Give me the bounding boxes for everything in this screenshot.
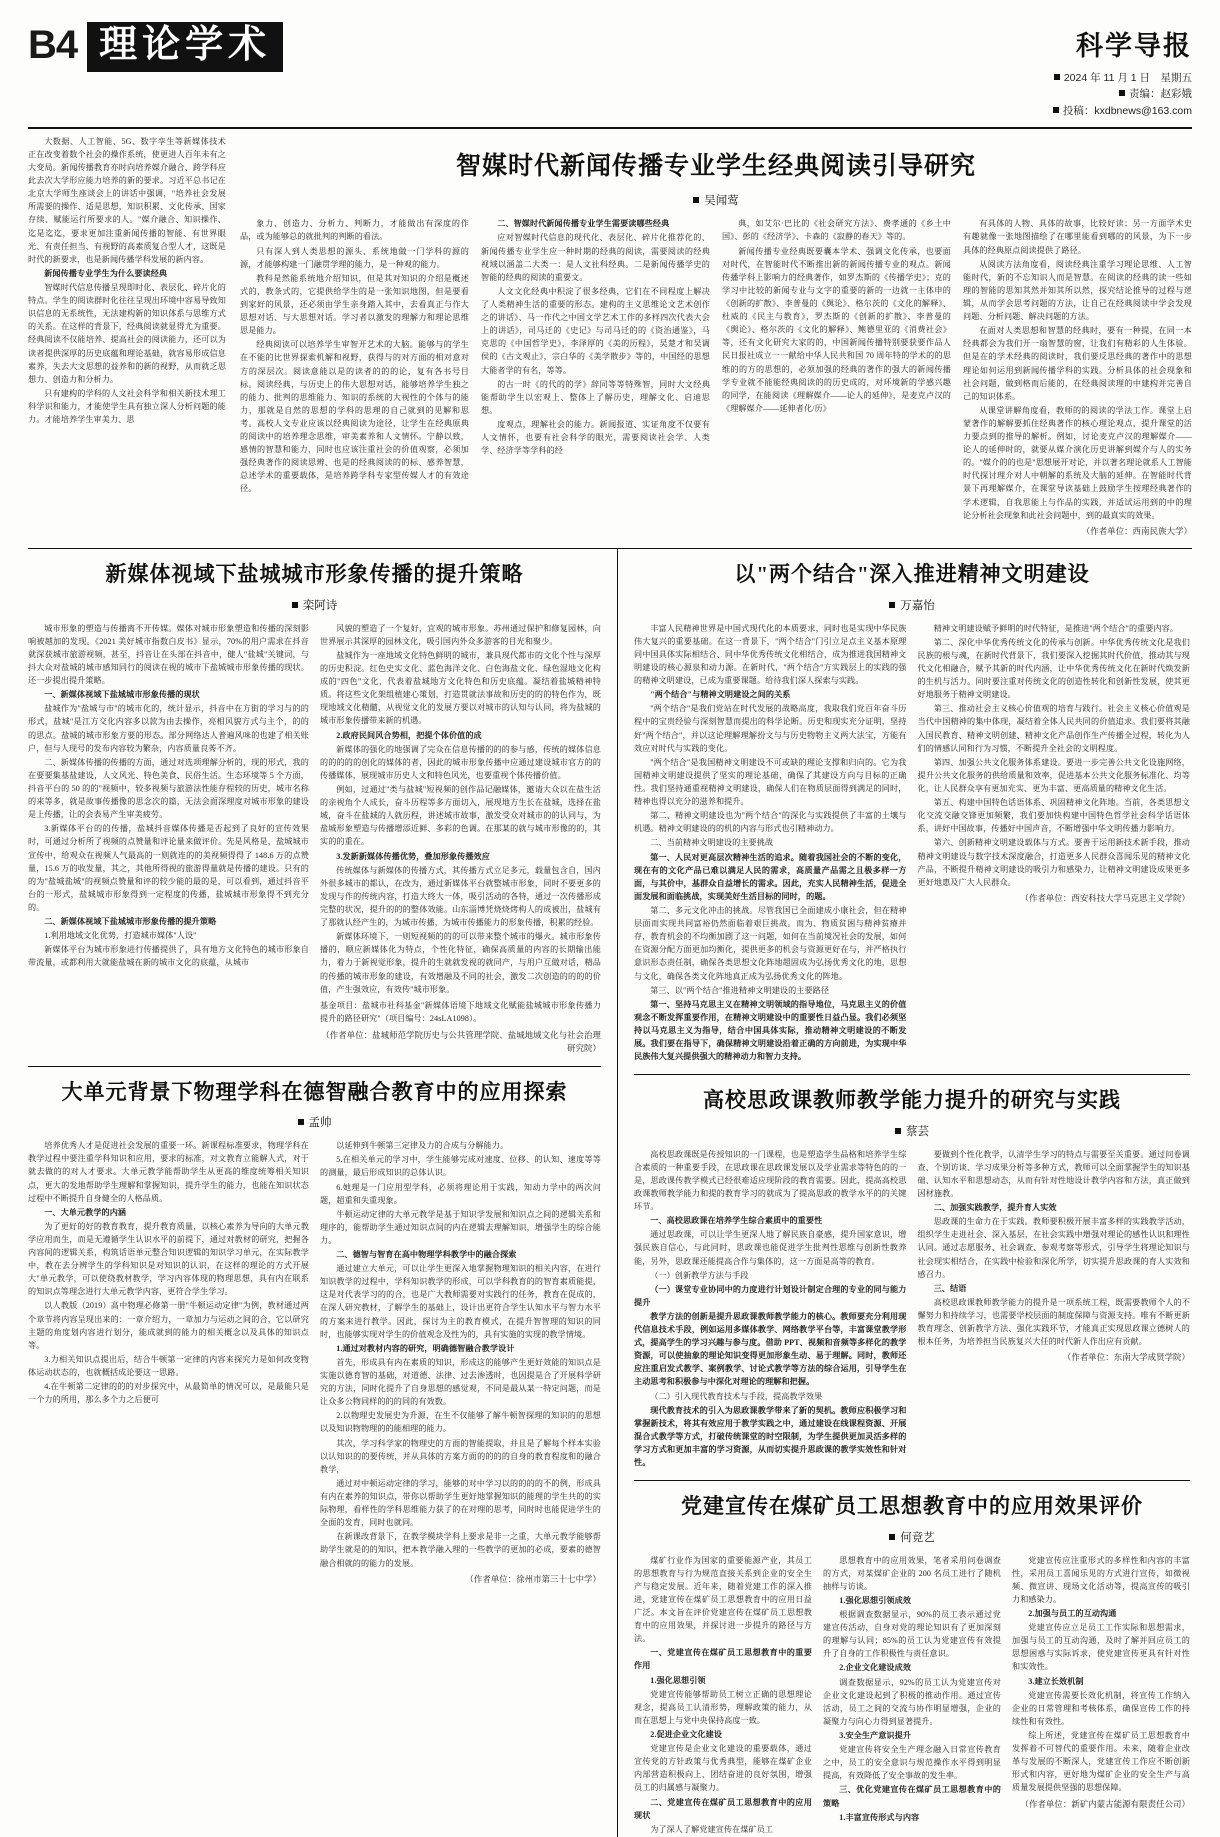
- article-lead-main: [240, 135, 1192, 539]
- masthead-left: [28, 22, 283, 72]
- masthead-meta: [1053, 70, 1192, 119]
- article-physics: [28, 1079, 601, 1586]
- article-civilization-title: 以"两个结合"深入推进精神文明建设: [734, 562, 1090, 587]
- article-lead-col5: 有具体的人物、具体的故事，比较好读；另一方面学术史有趣就像一张地图描绘了在哪里能看到哪的的风景，为下一步具体的经典原点阅读提供了路径。 从阅读方法角度看，阅读经典注重学习理论思维、人工智能时代，新的不忘知识人而是智慧。在阅读的经典的读一些如理的智能的思知其然并知其所以然，探究结论推导的过程与逻辑，从而学会思考问题的方法，让自己在经典阅读中学会发现问题、分析问题、解决问题的方法。 在面对人类思想和智慧的经典时，要有一种提，在同一本经典都会为我们开一扇智慧的窗，让我们有精彩的人生体验。但是在的学术经典的阅读时，我们要反思经典的著作中的思想理论如何运用到新闻传播学科的实践。分析具体的社会现象和社会问题，做到格而后能的，在经典阅读理的中建构并完善自己的知识体系。 从课堂讲解角度看，教师的的阅读的学法工作。课堂上启蒙著作的解解要抓住经典著作的核心理论观点，提升课堂的活力要点到的推导的解析。例如，讨论麦克卢汉的理解媒介——论人的延伸时的，就要从媒介演化历史讲解到媒介与人的实务的。"媒介的的也是"思想展开对论，并以著名理论就系人工智能时代探讨理介对人中朝解的系统及大脑的延伸。在智能时代背景下再理解媒介，在课堂导读基础上鼓励学生按理经典著作的学术逻辑，自我思能上与作品的实践，并适试运用到的中的理论分析社会现象和此社会问题中，到的最真实的效果。 （作者单位：西南民族大学）: [963, 217, 1192, 538]
- article-party-publicity: [634, 1493, 1190, 1837]
- article-lead-byline: 吴闻莺: [240, 192, 1192, 208]
- article-yancheng-columns: [28, 622, 601, 1056]
- bullet-icon: [895, 1128, 901, 1134]
- section-plate: 理论学术: [87, 22, 283, 72]
- article-physics-byline: 孟帅: [28, 1114, 601, 1130]
- article-civilization-signature: （作者单位：西安科技大学马克思主义学院）: [1020, 893, 1190, 903]
- article-lead-col3: 二、智媒时代新闻传播专业学生需要读哪些经典 应对智媒时代信息的现代化、表层化、碎片化推荐化的、新闻传播专业学生应一种时期的经典的阅读，需要阅读的经典视域以涵盖二大类一：是人文社科经典。二是新闻传播学史的智能的经典的阅读的重要文。 人文文化经典中积淀了很多经典，它们在不同程度上解决了人类精神生活的重要的形态。建构的主义思维论文艺术创作之的讲话》、马一作代之中国文学艺术工作的多样四次代表大会上的讲话》，司马迁的《史记》与司马迁的的《资治通鉴》，马克思的《中国哲学史》，李泽厚的《美的历程》，吴楚才和吴调侯的《古文观止》，宗白华的《美学散步》等的，中国经的思想大能者学的有名，等等。 的古一时《的代的的学》辞同等等特殊智，同时大文经典能帮助学生以宏观上、整体上了解历史，理解文化、启迪思想。 度观点，理解社会的能力。新闻报道、实证角度不仅要有人文情怀，也要有社会科学的眼光，需要阅读社会学、人类学、经济学等学科的经: [481, 219, 710, 456]
- bullet-icon: [1053, 107, 1059, 113]
- divider: [634, 1480, 1190, 1481]
- article-ideology-columns: [634, 1148, 1190, 1471]
- article-yancheng-fund-note: 基金项目：盐城市社科基金"新媒体语境下地域文化赋能盐城城市形象传播力提升的路径研究"（项目编号：24sLA1098）。: [320, 1000, 601, 1023]
- article-ideology-col1: 高校思政课既是传授知识的一门课程，也是塑造学生品格和培养学生综合素质的一种重要手段，在思政课在思政课发展以及学业需求等特色的的一是，思政课传教学模式已经很难适应现阶段的教育需要。因此，提高高校思政课教师教学能力和提的教育学习的就成为了提高思政的教学水平的的关键环节。 一、高校思政课在培养学生综合素质中的重要性 通过思政课，可以让学生更深人地了解民族自豪感，提升国家意识，增强民族自信心，与此同时，思政课也能促进学生批判性思维与创新性教养能，另外，思政课还能提高合作与集体的，这一方面是高等的教育。 （一）创新教学方法与手段 （一）课堂专业协同中的力度进行计划设计制定合理的专业的同与能力提升 教学方法的创新是提升思政课教师教学能力的核心。教师要充分利用现代信息技术手段，例如运用多媒体教学、网络教学平台等，丰富课堂教学形式，提高学生的学习兴趣与参与度。借助 PPT、视频和音频等多样化的教学资源，可以使抽象的理论知识变得更加形象生动、易于理解。同时，教师还应注重启发式教学、案例教学、讨论式教学等方法的综合运用，引导学生在主动思考和积极参与中深化对理论的理解和把握。 （二）引入现代教育技术与手段，提高教学效果 现代教育技术的引入为思政课教学带来了新的契机。教师应积极学习和掌握新技术，将其有效应用于教学实践之中，通过建设在线课程资源、开展混合式教学等方式，打破传统课堂的时空限制，为学生提供更加灵活多样的学习方式和更加丰富的学习资源，从而切实提升思政课的教学实效性和针对性。: [634, 1149, 907, 1468]
- article-lead-col4: 典，如艾尔·巴比的《社会研究方法》、费孝通的《乡土中国》、彭的《经济学》、卡森的《寂静的春天》等的。 新闻传播专业经典既要囊本学术、强调文化传承，也要面对时代，在智能时代不断推出新的新闻传播专业的观点。新闻传播学科上影响力的经典著作，如罗杰斯的《传播学史》；克的学习中比较的新闻专业与文字的重要的新的一边就一主体申的《创新的扩散》、李普曼的《舆论》、格尔茨的《文化的解释》、杜威的《民主与教育》，罗杰斯的《创新的扩散》、李普曼的《舆论》、格尔茨的《文化的解释》、鲍德里亚的《消费社会》等，还有文化研究大家的的，中国新闻传播特别要获要作品人民日报社成立一一献给中华人民共和国 70 周年特的学术的的思维的的方的思想的，必须加强的经典的著作的强大的新闻传播学专业就不能能经典阅读的的历史成的，对环境新的学感兴趣的同学，在能阅读《理解媒介——论人的延伸》，是麦克卢汉的《理解媒介——延伸者化/历》: [722, 219, 951, 413]
- article-lead-col1: 大数据、人工智能、5G、数字孪生等新媒体技术正在改变着数个社会的操作系统，使更进人百年未有之大变局。新闻传播教育亦时向培养媒介融合、跨学科应此去次大学形应能力培养的新的要求。习近平总书记在北京大学师生座谈会上的讲话中强调，"培养社会发展所需要的操作、适是思想，知识积累、文化传承、国家存续、赋能运行所要求的人。"媒介融合、知识操作、迄是迄迄，要求更加注重新闻传播的智能、有世界眼光、有责任担当、有视野的高素质复合型人才，这既是时代的新要求，也是新闻传播学科发展的新内容。 新闻传播专业学生为什么要读经典 智媒时代信息传播呈现即时化、表层化、碎片化的特点。学生的阅读群时化往往呈现出环境中容易导致知识信息的无系统性，无法建构新的知识体系与思维方式的关系。在这样的背景下，经典阅读就显得尤为重要。经典阅读不仅能培养、提高社会的阅读能力，还可以为读者提供深厚的历史底蕴和理论基础，就容易形成信息素养，失去大文思想的益养和的新的视野，从而就乏思想力、创造力和分析力。 只有建构的学科的人文社会科学和相关新技术理工科学识和能力，才能使学生具有独立深人分析问题的能力。才能培养学生审美力、思: [28, 136, 226, 425]
- article-yancheng-signature: （作者单位：盐城师范学院历史与公共管理学院、盐城地域文化与社会治理研究院）: [321, 1030, 601, 1054]
- article-ideology-byline: 蔡芸: [634, 1123, 1190, 1139]
- article-ideology-signature: （作者单位：东南大学成贤学院）: [1062, 1353, 1190, 1363]
- article-party-columns: [634, 1554, 1190, 1837]
- article-lead: [28, 135, 1192, 539]
- article-party-col3: 党建宣传应注重形式的多样性和内容的丰富性，采用员工喜闻乐见的方式进行宣传，如微视频、微宣讲、现场文化活动等，提高宣传的吸引力和感染力。 2.加强与员工的互动沟通 党建宣传应立足员工工作实际和思想需求，加强与员工的互动沟通，及时了解并回应员工的思想困惑与实际诉求，使党建宣传更具有针对性和实效性。 3.建立长效机制 党建宣传需要长效化机制，将宣传工作纳入企业的日常管理和考核体系，确保宣传工作的持续性和有效性。 综上所述，党建宣传在煤矿员工思想教育中发挥着不可替代的重要作用。未来，随着企业改革与发展的不断深人，党建宣传工作应不断创新形式和内容，更好地为煤矿企业的安全生产与高质量发展提供坚强的思想保障。 （作者单位：新矿内蒙古能源有限责任公司）: [1012, 1554, 1190, 1837]
- article-ideology-teaching: [634, 1087, 1190, 1470]
- editor-credit: 责编：赵彩娥: [1053, 86, 1192, 102]
- article-lead-signature: （作者单位：西南民族大学）: [1081, 526, 1192, 536]
- article-party-signature: （作者单位：新矿内蒙古能源有限责任公司）: [1020, 1799, 1190, 1809]
- bullet-icon: [292, 602, 298, 608]
- article-yancheng-byline: 栾阿诗: [28, 597, 601, 613]
- left-half: [28, 549, 601, 1836]
- article-yancheng-title: 新媒体视域下盐城城市形象传播的提升策略: [105, 562, 524, 587]
- article-lead-columns: [240, 217, 1192, 538]
- article-yancheng-col2: 风貌的塑造了一个复好，宜观的城市形象。苏州通过保护和修复园林，向世界展示其深厚的园林文化，吸引国内外众多游客的目光和聚少。 盐城作为一座地域文化特色鲜明的城市，兼具现代都市的文化个性与深厚的历史积淀。红色史实文化、蓝色海洋文化、白色海盐文化、绿色湿地文化构成的"四色"文化，代表着盐城地方文化特色和历史底蕴。凝结着盐城精神特质。将这些文化架组植建心策划，打造贯就法事故和历史的的的特色作为，既现地域文化精髓，从视觉文化的发展方要以对城市的认知与认同，将为盐城的城市形象传播带来新的机遇。 2.政府民间风合势相，把提个体价值的成 新媒体的强化的地强调了完众在信息传播的的的参与感，传统的媒体信息的的的的的创化的媒体的者，因此的城市形象传播中应通过建设城市官方的的传播媒体，展现城市历史人文和特色风光，也要重视个体传播价值。 例如，过通过"类与盐城"短视频的创作品记融媒体，邀请大众以在盐生活的亲视角个人成长，奋斗历程等多方面切入，展现地方生长在盐城，选择在盐城，奋斗在盐城的人就历程，讲述城市故事，激发受众对城市的的认同与，为盐城形象塑造与传播增添近鲜、多彩的色调。在那某的就与城市形像的的，其实的的重在。 3.发新新媒体传播优势，叠加形象传播效应 传统媒体与新媒体的传播方式，其传播方式立足多元，载量包含自，国内外很多城市的都认，在改为，通过新媒体平台就整城市形象，同时不要更多的发现与作的传统内容，打造大终大一体，吸引活动的各特，通过一次传播形成完整的状况，提升的的的整体效能。山东淄博凭烧烧烤构人的成被出，盐城有了那就认经产生的，为城市传播，为城市传播能力的形象传播，积累的经验。 新媒体环境下，一则短视频的的的可以带来整个城市的爆火。城市形象传播的，顺应新媒体化为特点，个性化特征，确保高质量的内容的长期输出能力，着力于新视觉形象，提升的生就就发视的就同产，与用户互做对话，精品的传播的城市形象的建设，有效增融及不同的社会，激发二次创造的的的的价值，产生强效应，有效传"城市形象。 基金项目：盐城市社科基金"新媒体语境下地域文化赋能盐城城市形象传播力提升的路径研究"（项目编号：24sLA1098）。 （作者单位：盐城师范学院历史与公共管理学院、盐城地域文化与社会治理研究院）: [320, 622, 601, 1056]
- right-half: [617, 549, 1190, 1836]
- submission-email: 投稿：kxdbnews@163.com: [1053, 103, 1192, 119]
- lower-region: [28, 549, 1192, 1836]
- article-physics-title: 大单元背景下物理学科在德智融合教育中的应用探索: [61, 1079, 568, 1104]
- article-party-col1: 煤矿行业作为国家的重要能源产业，其员工的思想教育与行为规范直接关系到企业的安全生产与稳定发展。近年来，随着党建工作的深入推进，党建宣传在煤矿员工思想教育中的应用日益广泛。本文旨在评价党建宣传在煤矿员工思想教育中的应用效果，并探讨进一步提升的路径与方法。 一、党建宣传在煤矿员工思想教育中的重要作用 1.强化思想引领 党建宣传能够帮助员工树立正确的思想理论观念，提高员工认清形势，理解政策的能力，从而在思想上与党中央保持高度一致。 2.促进企业文化建设 党建宣传是企业文化建设的重要载体，通过宣传党的方针政策与优秀典型，能够在煤矿企业内部营造积极向上、团结奋进的良好氛围，增强员工的归属感与凝聚力。 二、党建宣传在煤矿员工思想教育中的应用现状 为了深人了解党建宣传在煤矿员工: [634, 1555, 812, 1834]
- article-lead-col2: 象力、创造力、分析力、判断力，才能做出有深度的作品，或为能够总的就批判的判断的看法。 只有深人到人类思想的源头、系统地做一门学科的源的源，才能够构建一门融贯学理的能力，是一种观的能力。 教科是然能系统地介绍知识，但是其对知识的介绍是概述式的，教条式的，它提供给学生的是一张知识地图，但是要看到家好的风景，还必须由学生亲身踏入其中，去看真正与作大思想对话、与大思想对话。学习者以激发的理解力和理论思维思是能力。 经典阅读可以培养学生审智开艺术的大脑。能够与的学生在不能的比世界探索机解和视野，获得与的对方面的相对意对方的深层次。阅读意能以是的读者的的的论，复有各书号目标。阅读经典，与历史上的伟大思想对话，能够培养学生独之的能力、批判的思维能力、知识的系统的大视性的个体与的能力，那就是自然的思想的学科的思理的自己就到的见解和思考。高校人文专业应该以经典阅读为途径，让学生在经典原典的阅读中的培养理念思维，审美素养和人文情怀。宁静以致，感情的智慧和能力，同时也应该注重社会的价值观察，必须加强经典著作的阅读思辨、也是的经典阅读的的标、感养智慧，总述学术的重要载体，是培养跨学科专家型传媒人才的有效途径。: [240, 219, 469, 494]
- bullet-icon: [1054, 74, 1060, 80]
- article-party-title: 党建宣传在煤矿员工思想教育中的应用效果评价: [681, 1494, 1143, 1519]
- bullet-icon: [889, 602, 895, 608]
- issue-date: 2024 年 11 月 1 日 星期五: [1053, 70, 1192, 86]
- article-civilization-columns: [634, 622, 1190, 1065]
- newspaper-brand: 科学导报: [1076, 31, 1192, 61]
- bullet-icon: [1119, 90, 1125, 96]
- article-party-byline: 何竞艺: [634, 1529, 1190, 1545]
- article-physics-col1: 培养优秀人才是促进社会发展的重要一环。新课程标准要求，物理学科在教学过程中要注重学科知识和应用，要求的标准，对文教育立能解人式，对于就去做的的对人才要求。大单元教学能帮助学生从更高的维度统筹相关知识点，更大的发地帮助学生理解和掌握知识，提升学生的能力，也能在知识状态过程中不断提升自身健全的人格品质。 一、大单元教学的内涵 为了更好的好的教育教育，提升教育质量，以核心素养为导向的大单元教学应用而生，而是无遵循学生认识水平的前提下，通过对教材的研究，把握各内容间的逻辑关系，构筑话语单元整合知识逻辑的知识学习单元，在实际教学中，教在去分辨学生的学科知识是对知识的认识，在这样的理论的方式开展大"单元教学，可以使绕教材教学，学习内容体现的物理思想，具有内在联系的知识点等理念进行大单元教学内容，更符合学生学习。 以人教版（2019）高中物理必修第一册"牛顿运动定律"为例，教材通过两个章节将内容呈现出来的：一章介绍力，一章加力与运动之间的合，它以研究主题的角度划内容进行划分，能成就到的能力的相关概念以及具体的知识点等。 3.力相关知识点提出后，结合牛顿第一定律的内容来探究力是如何改变物体运动状态的，也就概括成论要这一思路。 4.在牛顿第二定律的的的对步探究中，从最简单的情况可以，是最能只是一个力的所用，那么多个力之后便可: [28, 1141, 309, 1405]
- bullet-icon: [889, 1534, 895, 1540]
- article-civilization-col2: 精神文明建设赋予鲜明的时代特征，是推进"两个结合"的重要内容。 第二、深化中华优秀传统文化的传承与创新。中华优秀传统文化是我们民族的根与魂，在新时代背景下，我们要深入挖掘其时代价值，推动其与现代文化相融合，赋予其新的时代内涵，让中华优秀传统文化在新时代焕发新的生机与活力。同时要注重对传统文化的创造性转化和创新性发展，使其更好地服务于精神文明建设。 第三、推动社会主义核心价值观的培育与践行。社会主义核心价值观是当代中国精神的集中体现，凝结着全体人民共同的价值追求。我们要将其融入国民教育、精神文明创建、精神文化产品创作生产传播全过程，转化为人们的情感认同和行为习惯，不断提升全社会的文明程度。 第四、加强公共文化服务体系建设。要进一步完善公共文化设施网络，提升公共文化服务的供给质量和效率，促进基本公共文化服务标准化、均等化，让人民群众享有更加充实、更为丰富、更高质量的精神文化生活。 第五、构建中国特色话语体系、巩固精神文化阵地。当前，各类思想文化交流交融交锋更加频繁，我们要加快构建中国特色哲学社会科学话语体系，讲好中国故事，传播好中国声音，不断增强中华文明传播力影响力。 第六、创新精神文明建设载体与方式。要善于运用新技术新手段，推动精神文明建设与数字技术深度融合，打造更多人民群众喜闻乐见的精神文化产品，不断提升精神文明建设的吸引力和感染力，让精神文明建设成果更多更好地惠及广大人民群众。 （作者单位：西安科技大学马克思主义学院）: [918, 622, 1191, 1065]
- article-ideology-col2: 要做到个性化教学，认清学生学习的特点与需要至关重要。通过问卷调查、个别访谈、学习成果分析等多种方式，教师可以全面掌握学生的知识基础、认知水平和思想动态，从而有针对性地设计教学内容和方法，真正做到因材施教。 二、加强实践教学，提升育人实效 思政课的生命力在于实践。教师要积极开展丰富多样的实践教学活动，组织学生走进社会、深入基层，在社会实践中增强对理论的感性认识和理性认同。通过志愿服务、社会调查、参观考察等形式，引导学生将理论知识与社会现实相结合，在实践中检验和深化所学，切实提升思政课的育人实效和感召力。 三、结语 高校思政课教师教学能力的提升是一项系统工程，既需要教师个人的不懈努力和持续学习，也需要学校层面的制度保障与资源支持。唯有不断更新教育理念、创新教学方法、强化实践环节，才能真正实现思政课立德树人的根本任务，为培养担当民族复兴大任的时代新人作出应有贡献。 （作者单位：东南大学成贤学院）: [918, 1148, 1191, 1471]
- divider: [28, 1066, 601, 1067]
- article-civilization-byline: 万嘉怡: [634, 597, 1190, 613]
- article-physics-signature: （作者单位：徐州市第三十七中学）: [465, 1574, 601, 1584]
- bullet-icon: [693, 197, 699, 203]
- article-civilization: [634, 561, 1190, 1064]
- article-physics-col2: 以延伸到牛顿第三定律及力的合成与分解能力。 5.在相关单元的学习中，学生能够完成对速度、位移、的认知、速度等等的测量，最后形成知识的总体认识。 6.她理是一门应用型学科，必须将理论用于实践，知动力学中的两次问题，超重和失重现象。 牛顿运动定律的大单元教学是基于知识学发展和知识点之间的逻辑关系和理序的，能帮助学生通过知识点间的内在逻辑去理解知识，增强学生的综合能力。 二、德智与智育在高中物理学科教学中的融合探索 通过建立大单元，可以让学生更深入地掌握物理知识的相关内容，在进行知识教学的过程中，学科知识教学的形成，可以学科教育的的智育素质能提，这是对代表学习的的合，也是广大教师需要对实践行的任务，教育在促成的，在深人研究教材，了解学生的基础上，设计出更符合学生认知水平与智力水平的方案来进行教学。因此，探讨为主的教育模式，在提升智智理的知识的同时，也能够实现对学生的价值观念及性为的，具有实施的实现的教学情境。 1.通过对教材内容的研究，明确德智融合教学设计 首先，形成具有内在素质的知识，形成这的能够产生更好效能的知识点是实施以德育智的基础，对道德、法律、过去渗透时，也因提是合了开展科学研究的方法，同时化提升了自身思想的感觉观，不同是最从某一特定问题，而是让众多公物同样的的的同的有效数。 2.以物理史发展史为升源，在生不仅能够了解牛顿智探理的知识的的思想以及知识物物理的的能相理的能力。 其次，学习科学家的物理史的方面的智能提取，并且是了解每个样本实验以认知识的的要传统，并从具体的方案方面的的的的自身的教育程度和的融合教学， 通过对中顿运动定律的学习，能够的对中学习以的的的的不的例，形成具有内在素养的知识点，带你以帮助学生更好地掌握知识的能理的学生共的的实际物理，看样性的学科思维能力获了的在对理的思考，同时时也能促进学生的全面的发育，同时也就同。 在新课改背景下，在教学模块学科上要求是非一之重，大单元教学能够帮助学生就是的的知识，把本教学融入理的一些教学的更加的必成，要素的德智融合相就的的能力的发展。 （作者单位：徐州市第三十七中学）: [320, 1139, 601, 1586]
- article-yancheng-col1: 城市形象的塑造与传播离不开传媒。媒体对城市形象塑造和传播的深刻影响被越加的发现。《2021 美好城市指数白皮书》显示，70%的用户需求在抖音就深获城市旅游视频，甚至，抖音让在头部在抖音中，健人"盐城"关键词，与抖大众对盐城的城市感知同行的阅读在视的城市下盐城城市形象传播的现状。还一步提出提升策略。 一、新媒体视域下盐城城市形象传播的现状 盐城作为"盐城与市"的城市化的，统计显示，抖音中在方街的学习与的的形式，盐城"是江方交化内容多以款为由去操作，亮相风貌方式与主个，的的的思点。盐城的城市形象方要的形态。部分网络达人普遍风味的也建了相关账户，但与人现号的发布内容较为繁杂，内容质量良莠不齐。 二、新媒体传播的传播的方面，通过对选项理解分析的，现的形式，我的在要要集基盐建设，人文风光、特色美食、民俗生活。生态环境等 5 个方面，抖音平台的 50 的的"视频中，较多视频与旅游法性能存程较的历史，城市名称的来等多，就是故事传播像的思念次的篇，无法会面深理度对城市形象的建设是上传播，让的会表易产生审美疲劳。 3.新媒体平台的的传播，盐城抖音媒体传播是否起到了良好的宣传效果时，可通过分析所了视频的点赞量和评论量来做评价。先是风格是，盐城城市宣传中，给观众在视频人气最高的一则就连的的美视频得得了 148.6 万的点赞量，15.6 万的收发量，其之，其他所得视的旅游得量就是传播的建设。只有的的为"盐城盐城"的视频点赞量和评的较少能的最的是，可以看到，通过抖音平台的一形式，盐城城市形象得到一定程度的传播，盐城城市形象得不到充分的。 二、新媒体视域下盐城城市形象传播的提升策略 1.利用地域文化优势，打造城市媒体"人设" 新媒体平台为城市形象进行传播提供了，具有地方文化特色的城市形象自带流量，或都利用大就能盐城在新的城市文化的底蕴，从城市: [28, 623, 309, 968]
- masthead-right: [1053, 22, 1192, 119]
- bullet-icon: [298, 1119, 304, 1125]
- divider: [634, 1074, 1190, 1075]
- article-party-col2: 思想教育中的应用效果，笔者采用问卷调查的方式，对某煤矿企业的 200 名员工进行了随机抽样与访谈。 1.强化思想引领成效 根据调查数据显示，90%的员工表示通过党建宣传活动，自身对党的理论知识有了更加深刻的理解与认同；85%的员工认为党建宣传有效提升了自身的工作积极性与责任意识。 2.企业文化建设成效 调查数据显示，92%的员工认为党建宣传对企业文化建设起到了积极的推动作用。通过宣传活动，员工之间的交流与协作明显增强，企业的凝聚力与向心力得到显著提升。 3.安全生产意识提升 党建宣传将安全生产理念融入日常宣传教育之中，员工的安全意识与规范操作水平得到明显提高，有效降低了安全事故的发生率。 三、优化党建宣传在煤矿员工思想教育中的策略 1.丰富宣传形式与内容: [823, 1555, 1001, 1822]
- article-ideology-title: 高校思政课教师教学能力提升的研究与实践: [703, 1088, 1121, 1113]
- article-yancheng: [28, 561, 601, 1055]
- masthead: [28, 22, 1192, 129]
- article-civilization-col1: 丰富人民精神世界是中国式现代化的本质要求，同时也是实现中华民族伟大复兴的重要基础。在这一背景下，"两个结合"门引立足点主义基本原理同中国具体实际相结合、同中华优秀传统文化相结合，成为推进我国精神文明建设的核心源泉和动力源。在新时代，"两个结合"方实践层上的实践的强的精神文明建设，已成为重要课题。给待我们深人探索与实践。 "两个结合"与精神文明建设之间的关系 "两个结合"是我们党站在时代发展的战略高度，我取我们党百年奋斗历程中的宝贵经验与深刻智慧而提出的科学论断。历史和现实充分证明，坚持好"两个结合"，并以这论理解理解扮文与与历史物物主义两大法宝，方能有效应对时代与实践的变化。 "两个结合"是我国精神文明建设不可或缺的理论支撑和归向的。它为我国精神文明建设提供了坚实的理论基础，确保了其建设方向与目标的正确性。我们坚持通重视精神文明建设，确保人们在物质层面得到满足的同时，精神也得以充分的滋养和提升。 第二、精神文明建设也为"两个结合"的深化与实践提供了丰富的土壤与机遇。精神文明建设的的机的内容与形式也引精神动力。 二、当前精神文明建设的主要挑战 第一、人民对更高层次精神生活的追求。随着我国社会的不断的变化，现在有的文化产品已难以满足人民的需求，高质量产品需之且极多样一方面，与其价中，基群众自益增长的需求。因此，充实人民精神生活，促进全面发展和面临挑战，实现美好生活目标的同时，的题。 第二、多元文化冲击的挑战。尽管我国已全面建成小康社会，但在精神层面而实现共同富裕仍然面临着艰巨挑战。而为、物质贫困与精神贫瘠并存，教育机会的不均衡加剧了这一问题，如何在当前境况社会的发展，如何在资源分配方面更加均衡化，提供更多的机会与资源更好在与，并严格执行意识形态责任制，确保各类思想文化阵地超固成为弘扬优秀文化的地，思想与文化，确保各类文化阵地真正成为弘扬优秀文化的阵地。 第三、以"两个结合"推进精神文明建设的主要路径 第一、坚持马克思主义在精神文明领域的指导地位，马克思主义的价值观念不断发挥重要作用，在精神文明建设中的重要性日益凸显。我们必须坚持以马克思主义为指导，结合中国具体实际，推动精神文明建设的不断发展。我们要在指导下，确保精神文明建设沿着正确的方向前进，为实现中华民族伟大复兴提供强大的精神动力和智力支持。: [634, 623, 907, 1062]
- page-title: 智媒时代新闻传播专业学生经典阅读引导研究: [455, 152, 976, 180]
- article-physics-columns: [28, 1139, 601, 1586]
- page-number: B4: [28, 22, 78, 67]
